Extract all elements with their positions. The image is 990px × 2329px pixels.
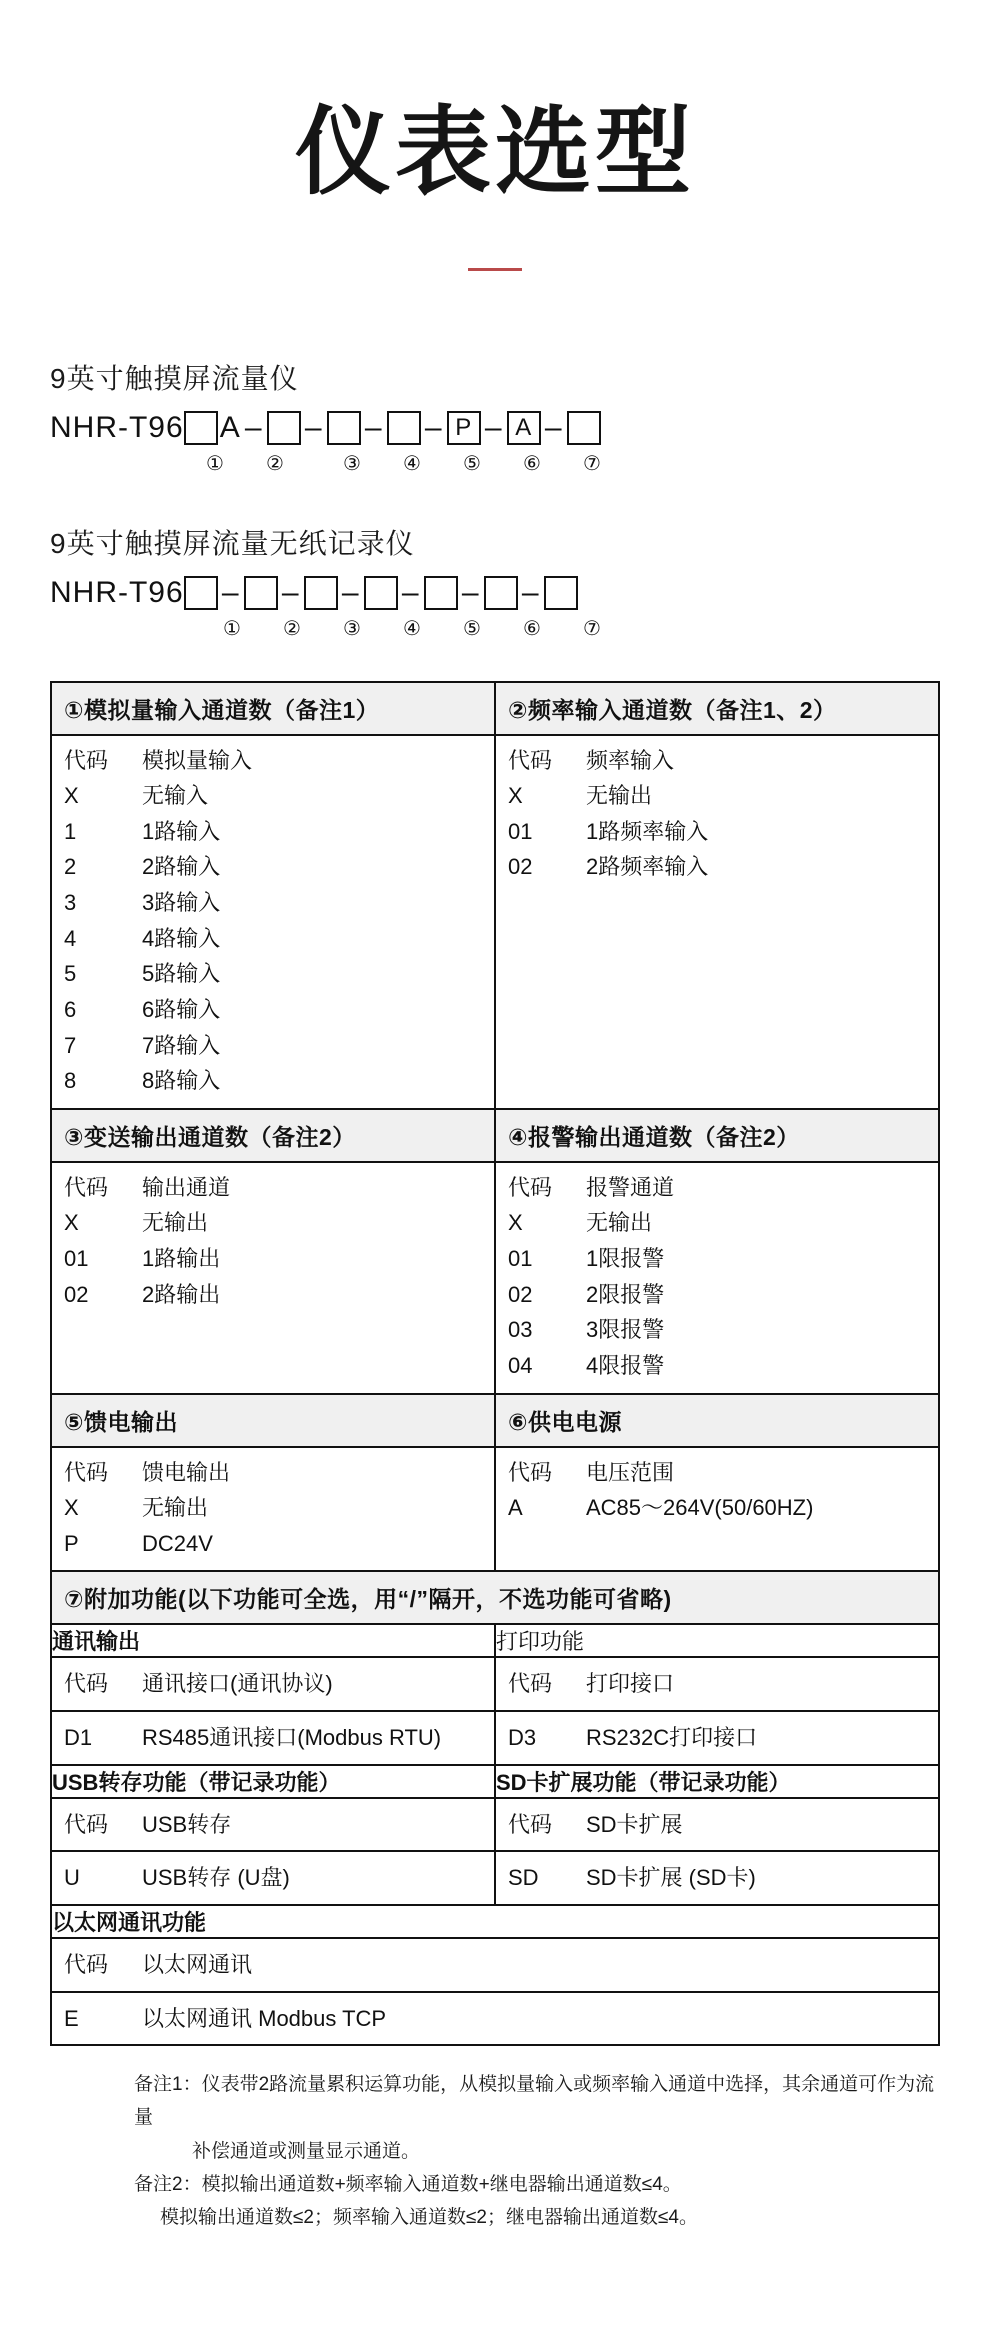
row-desc: 无输入 <box>142 783 209 809</box>
m2-dash-1: – <box>221 575 240 609</box>
row-code: X <box>64 783 79 809</box>
section-4 <box>495 1109 939 1394</box>
row-code: 5 <box>64 961 77 987</box>
model-block-1 <box>0 357 990 476</box>
dash-5: – <box>484 410 503 444</box>
row-desc: 1路频率输入 <box>586 818 709 844</box>
comm-output-title: 通讯输出 <box>51 1624 495 1657</box>
model-1-code-row <box>50 411 990 445</box>
list-item <box>496 1205 938 1241</box>
m2-dash-6: – <box>521 575 540 609</box>
row-code: 4 <box>64 925 77 951</box>
row-code: U <box>64 1865 80 1891</box>
table-row <box>51 1992 939 2046</box>
list-item <box>496 1312 938 1348</box>
index-7: ⑦ <box>583 452 601 475</box>
list-item <box>52 743 494 779</box>
list-item <box>496 1170 938 1206</box>
selection-table <box>50 681 940 2047</box>
row-code: 02 <box>508 854 533 880</box>
print-row <box>495 1711 939 1765</box>
col-code: 代码 <box>64 1174 109 1200</box>
model-1-name: 9英寸触摸屏流量仪 <box>50 362 299 394</box>
model-2-slot-2 <box>244 576 278 610</box>
col-name: 模拟量输入 <box>142 747 253 773</box>
list-item <box>52 1277 494 1313</box>
section-3-title: ③变送输出通道数（备注2） <box>52 1110 494 1161</box>
row-code: E <box>64 2005 79 2031</box>
table-row <box>51 1394 939 1572</box>
row-code: P <box>64 1530 79 1556</box>
print-function-title: 打印功能 <box>495 1624 939 1657</box>
list-item <box>496 814 938 850</box>
table-row <box>51 1905 939 1938</box>
list-item <box>52 1490 494 1526</box>
row-desc: AC85～264V(50/60HZ) <box>586 1495 814 1521</box>
list-item <box>52 778 494 814</box>
list-item <box>52 814 494 850</box>
row-desc: 无输出 <box>586 1210 653 1236</box>
list-item <box>496 849 938 885</box>
row-code: 1 <box>64 818 77 844</box>
row-code: X <box>508 1210 523 1236</box>
dash-6: – <box>544 410 563 444</box>
note-2b: 模拟输出通道数≤2；频率输入通道数≤2；继电器输出通道数≤4。 <box>160 2207 698 2229</box>
row-desc: 4限报警 <box>586 1352 665 1378</box>
list-item <box>52 885 494 921</box>
model-1-slot-4 <box>387 411 421 445</box>
m2-index-6: ⑥ <box>523 617 541 640</box>
row-desc: SD卡扩展 (SD卡) <box>586 1865 756 1891</box>
row-desc: 2路频率输入 <box>586 854 709 880</box>
list-item <box>52 1205 494 1241</box>
section-1-list <box>52 736 494 1108</box>
index-2: ② <box>266 452 284 475</box>
col-code: 代码 <box>64 1459 109 1485</box>
col-code: 代码 <box>508 1671 553 1697</box>
model-1-slot-a: A <box>219 410 241 444</box>
row-code: D1 <box>64 1725 93 1751</box>
list-item <box>52 1526 494 1562</box>
model-1-slot-3 <box>327 411 361 445</box>
notes <box>50 2068 940 2234</box>
section-6-list <box>496 1448 938 1564</box>
m2-dash-3: – <box>341 575 360 609</box>
row-code: D3 <box>508 1725 537 1751</box>
dash-4: – <box>424 410 443 444</box>
list-item <box>52 1170 494 1206</box>
list-item <box>496 1455 938 1491</box>
model-2-slot-1 <box>184 576 218 610</box>
col-name: 通讯接口(通讯协议) <box>142 1671 333 1697</box>
row-code: 02 <box>64 1281 89 1307</box>
row-code: 01 <box>508 818 533 844</box>
m2-index-4: ④ <box>403 617 421 640</box>
col-name: USB转存 <box>142 1811 232 1837</box>
col-code: 代码 <box>508 1459 553 1485</box>
list-item <box>496 1241 938 1277</box>
note-2: 备注2：模拟输出通道数+频率输入通道数+继电器输出通道数≤4。 <box>134 2173 682 2195</box>
row-code: 8 <box>64 1068 77 1094</box>
row-desc: 1路输入 <box>142 818 221 844</box>
m2-dash-2: – <box>281 575 300 609</box>
table-row <box>51 1571 939 1624</box>
print-col-head <box>495 1657 939 1711</box>
model-1-slot-1 <box>184 411 218 445</box>
row-code: X <box>64 1495 79 1521</box>
row-desc: 1限报警 <box>586 1246 665 1272</box>
col-name: 馈电输出 <box>142 1459 231 1485</box>
usb-col-head <box>51 1798 495 1852</box>
dash-1: – <box>244 410 263 444</box>
page-title: 仪表选型 <box>295 99 695 206</box>
comm-row <box>51 1711 495 1765</box>
row-code: 01 <box>64 1246 89 1272</box>
model-2-slot-6 <box>484 576 518 610</box>
section-3 <box>51 1109 495 1394</box>
dash-2: – <box>304 410 323 444</box>
list-item <box>496 743 938 779</box>
section-2 <box>495 682 939 1109</box>
row-code: 02 <box>508 1281 533 1307</box>
section-7-title: ⑦附加功能(以下功能可全选，用“/”隔开，不选功能可省略) <box>52 1572 938 1623</box>
model-1-slot-2 <box>267 411 301 445</box>
section-1 <box>51 682 495 1109</box>
row-desc: 无输出 <box>142 1210 209 1236</box>
model-1-slot-6: A <box>507 411 541 445</box>
index-1: ① <box>206 452 224 475</box>
col-name: 电压范围 <box>586 1459 675 1485</box>
model-2-code-row <box>50 576 990 610</box>
table-row <box>51 1938 939 1992</box>
row-desc: 6路输入 <box>142 996 221 1022</box>
row-desc: RS232C打印接口 <box>586 1725 758 1751</box>
m2-index-2: ② <box>283 617 301 640</box>
divider-line <box>468 268 522 271</box>
section-3-list <box>52 1163 494 1380</box>
ethernet-row <box>51 1992 939 2046</box>
section-6-title: ⑥供电电源 <box>496 1395 938 1446</box>
row-code: X <box>64 1210 79 1236</box>
model-1-indices <box>50 451 990 476</box>
list-item <box>52 921 494 957</box>
row-desc: 3路输入 <box>142 890 221 916</box>
list-item <box>496 1490 938 1526</box>
m2-index-1: ① <box>223 617 241 640</box>
section-5-list <box>52 1448 494 1571</box>
row-desc: 2限报警 <box>586 1281 665 1307</box>
list-item <box>496 778 938 814</box>
m2-dash-5: – <box>461 575 480 609</box>
section-2-title: ②频率输入通道数（备注1、2） <box>496 683 938 734</box>
list-item <box>52 1063 494 1099</box>
col-name: 打印接口 <box>586 1671 675 1697</box>
sd-row <box>495 1851 939 1905</box>
row-desc: 4路输入 <box>142 925 221 951</box>
row-desc: DC24V <box>142 1530 213 1556</box>
section-6 <box>495 1394 939 1572</box>
table-row <box>51 1711 939 1765</box>
note-1b: 补偿通道或测量显示通道。 <box>192 2140 421 2162</box>
row-code: SD <box>508 1865 539 1891</box>
model-1-slot-7 <box>567 411 601 445</box>
row-code: 04 <box>508 1352 533 1378</box>
table-row <box>51 1851 939 1905</box>
index-5: ⑤ <box>463 452 481 475</box>
row-desc: 5路输入 <box>142 961 221 987</box>
model-2-indices <box>50 616 990 641</box>
row-desc: 1路输出 <box>142 1246 221 1272</box>
row-desc: 无输出 <box>142 1495 209 1521</box>
list-item <box>52 1241 494 1277</box>
row-code: 6 <box>64 996 77 1022</box>
col-code: 代码 <box>64 1951 109 1977</box>
usb-row <box>51 1851 495 1905</box>
row-desc: 8路输入 <box>142 1068 221 1094</box>
col-name: SD卡扩展 <box>586 1811 683 1837</box>
row-desc: USB转存 (U盘) <box>142 1865 290 1891</box>
row-desc: 2路输出 <box>142 1281 221 1307</box>
table-row <box>51 1624 939 1657</box>
row-desc: 7路输入 <box>142 1032 221 1058</box>
col-code: 代码 <box>64 1671 109 1697</box>
title-divider <box>0 268 990 271</box>
section-5 <box>51 1394 495 1572</box>
row-desc: 2路输入 <box>142 854 221 880</box>
model-2-slot-3 <box>304 576 338 610</box>
col-code: 代码 <box>64 747 109 773</box>
table-row <box>51 1109 939 1394</box>
dash-3: – <box>364 410 383 444</box>
ethernet-col-head <box>51 1938 939 1992</box>
section-4-title: ④报警输出通道数（备注2） <box>496 1110 938 1161</box>
m2-index-3: ③ <box>343 617 361 640</box>
col-code: 代码 <box>508 747 553 773</box>
model-1-slot-5: P <box>447 411 481 445</box>
sd-title: SD卡扩展功能（带记录功能） <box>495 1765 939 1798</box>
row-desc: RS485通讯接口(Modbus RTU) <box>142 1725 442 1751</box>
model-2-prefix: NHR-T96 <box>50 575 184 609</box>
row-code: 01 <box>508 1246 533 1272</box>
comm-col-head <box>51 1657 495 1711</box>
col-name: 报警通道 <box>586 1174 675 1200</box>
section-5-title: ⑤馈电输出 <box>52 1395 494 1446</box>
table-row <box>51 1798 939 1852</box>
section-2-list <box>496 736 938 895</box>
list-item <box>496 1277 938 1313</box>
m2-dash-4: – <box>401 575 420 609</box>
model-2-slot-7 <box>544 576 578 610</box>
section-1-title: ①模拟量输入通道数（备注1） <box>52 683 494 734</box>
index-6: ⑥ <box>523 452 541 475</box>
row-desc: 无输出 <box>586 783 653 809</box>
row-code: 7 <box>64 1032 77 1058</box>
col-name: 频率输入 <box>586 747 675 773</box>
list-item <box>52 1028 494 1064</box>
list-item <box>52 992 494 1028</box>
col-name: 以太网通讯 <box>142 1951 253 1977</box>
col-name: 输出通道 <box>142 1174 231 1200</box>
m2-index-5: ⑤ <box>463 617 481 640</box>
ethernet-title: 以太网通讯功能 <box>51 1905 939 1938</box>
col-code: 代码 <box>508 1174 553 1200</box>
section-7 <box>51 1571 939 1624</box>
usb-title: USB转存功能（带记录功能） <box>51 1765 495 1798</box>
table-row <box>51 682 939 1109</box>
row-code: 2 <box>64 854 77 880</box>
list-item <box>52 1455 494 1491</box>
row-code: X <box>508 783 523 809</box>
model-1-prefix: NHR-T96 <box>50 410 184 444</box>
note-1: 备注1：仪表带2路流量累积运算功能，从模拟量输入或频率输入通道中选择，其余通道可作为流量 <box>134 2074 935 2129</box>
model-2-slot-4 <box>364 576 398 610</box>
col-code: 代码 <box>508 1811 553 1837</box>
table-row <box>51 1657 939 1711</box>
row-desc: 以太网通讯 Modbus TCP <box>142 2005 387 2031</box>
model-2-name: 9英寸触摸屏流量无纸记录仪 <box>50 527 415 559</box>
sd-col-head <box>495 1798 939 1852</box>
index-3: ③ <box>343 452 361 475</box>
row-code: A <box>508 1495 523 1521</box>
row-code: 03 <box>508 1317 533 1343</box>
table-row <box>51 1765 939 1798</box>
model-block-2 <box>0 522 990 641</box>
col-code: 代码 <box>64 1811 109 1837</box>
section-4-list <box>496 1163 938 1393</box>
row-desc: 3限报警 <box>586 1317 665 1343</box>
row-code: 3 <box>64 890 77 916</box>
index-4: ④ <box>403 452 421 475</box>
list-item <box>496 1348 938 1384</box>
list-item <box>52 849 494 885</box>
model-2-slot-5 <box>424 576 458 610</box>
m2-index-7: ⑦ <box>583 617 601 640</box>
list-item <box>52 956 494 992</box>
